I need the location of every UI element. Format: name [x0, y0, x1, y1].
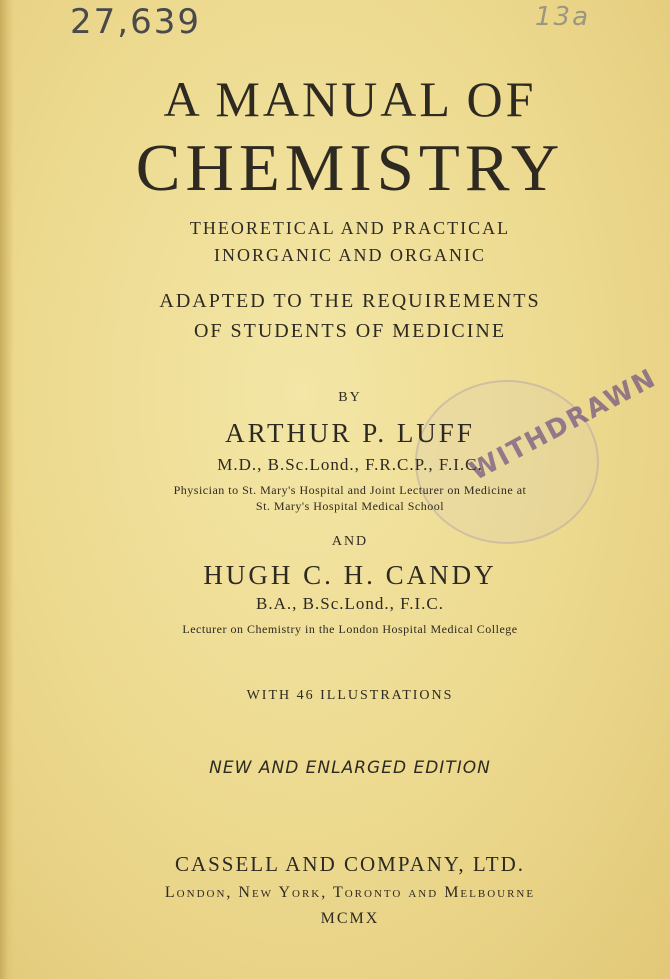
subtitle-line2: INORGANIC AND ORGANIC: [213, 245, 486, 265]
by-label: BY: [338, 390, 362, 405]
subtitle-line3: ADAPTED TO THE REQUIREMENTS: [159, 290, 541, 312]
subtitle-line4: OF STUDENTS OF MEDICINE: [193, 320, 507, 342]
handwritten-accession-number: 27,639: [70, 2, 201, 42]
author1-affiliation-line1: Physician to St. Mary's Hospital and Joint Lecturer on Medicine at: [173, 483, 527, 497]
withdrawn-stamp: WITHDRAWN: [465, 363, 662, 487]
author1-name: ARTHUR P. LUFF: [225, 418, 475, 448]
author2-affiliation: Lecturer on Chemistry in the London Hospital Medical College: [182, 622, 518, 636]
edition-note: NEW AND ENLARGED EDITION: [209, 758, 491, 778]
publisher-name: CASSELL AND COMPANY, LTD.: [174, 852, 526, 876]
author2-qualifications: B.A., B.Sc.Lond., F.I.C.: [256, 594, 444, 613]
subtitle-line1: THEORETICAL AND PRACTICAL: [189, 218, 511, 238]
author2-name: HUGH C. H. CANDY: [203, 560, 497, 590]
author1-affiliation-line2: St. Mary's Hospital Medical School: [255, 499, 445, 513]
book-title-line1: A MANUAL OF: [163, 71, 537, 127]
and-label: AND: [331, 534, 369, 549]
publisher-cities: London, New York, Toronto and Melbourne: [164, 884, 536, 901]
handwritten-shelf-mark: 13a: [535, 2, 591, 32]
publication-year: MCMX: [320, 910, 380, 927]
author1-qualifications: M.D., B.Sc.Lond., F.R.C.P., F.I.C.: [217, 455, 483, 474]
illustrations-note: WITH 46 ILLUSTRATIONS: [246, 688, 454, 703]
book-title-line2: CHEMISTRY: [135, 131, 565, 205]
